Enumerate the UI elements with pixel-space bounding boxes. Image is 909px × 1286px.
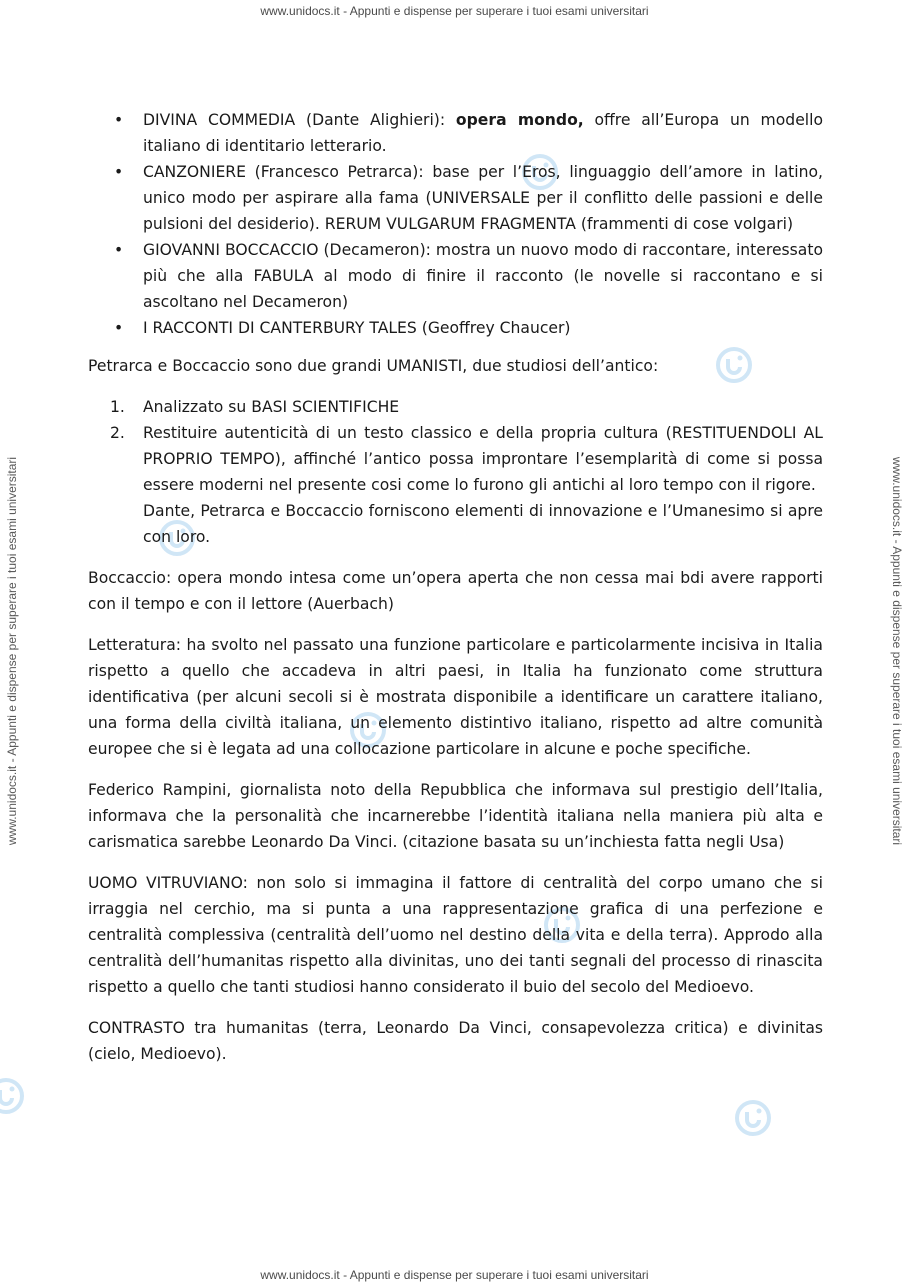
item-text: offre all’Europa un modello italiano di identitario letterario. [143,111,823,155]
list-number: 1. [110,398,125,416]
watermark-logo-icon [0,1076,26,1116]
list-item [88,420,823,550]
item-subtext: Dante, Petrarca e Boccaccio forniscono elementi di innovazione e l’Umanesimo si apre con loro. [143,502,823,546]
item-text: CANZONIERE (Francesco Petrarca): base per l’Eros, linguaggio dell’amore in latino, unico modo per aspirare alla fama (UNIVERSALE per il conflitto delle passioni e delle pulsioni del desiderio). RERUM VULGARUM FRAGMENTA (frammenti di cose volgari) [143,163,823,233]
bullet-icon: • [114,241,124,259]
list-number: 2. [110,424,125,442]
item-text: GIOVANNI BOCCACCIO (Decameron): mostra un nuovo modo di raccontare, interessato più che alla FABULA al modo di finire il racconto (le novelle si raccontano e si ascoltano nel Decameron) [143,241,823,311]
item-text: Analizzato su BASI SCIENTIFICHE [143,398,400,416]
paragraph: Boccaccio: opera mondo intesa come un’opera aperta che non cessa mai bdi avere rapporti con il tempo e con il lettore (Auerbach) [88,569,823,613]
list-item [88,315,823,341]
list-item [88,394,823,420]
page-header: www.unidocs.it - Appunti e dispense per superare i tuoi esami universitari [260,4,649,18]
paragraph: UOMO VITRUVIANO: non solo si immagina il fattore di centralità del corpo umano che si irraggia nel cerchio, ma si punta a una rappresentazione grafica di una perfezione e centralità complessiva (centralità dell’uomo nel destino della vita e della terra). Approdo alla centralità dell’humanitas rispetto alla divinitas, uno dei tanti segnali del processo di rinascita rispetto a quello che tanti studiosi hanno considerato il buio del secolo del Medioevo. [88,874,823,996]
bullet-icon: • [114,319,124,337]
side-watermark-left: www.unidocs.it - Appunti e dispense per superare i tuoi esami universitari [5,456,19,846]
paragraph: Federico Rampini, giornalista noto della Repubblica che informava sul prestigio dell’Italia, informava che la personalità che incarnerebbe l’identità italiana nella maniera più alta e carismatica sarebbe Leonardo Da Vinci. (citazione basata su un’inchiesta fatta negli Usa) [88,781,823,851]
watermark-logo-icon [733,1098,773,1138]
item-text: Restituire autenticità di un testo classico e della propria cultura (RESTITUENDOLI AL PROPRIO TEMPO), affinché l’antico possa improntare l’esemplarità di come si possa essere moderni nel presente cosi come lo furono gli antichi al loro tempo con il rigore. [143,424,823,494]
paragraph: Letteratura: ha svolto nel passato una funzione particolare e particolarmente incisiva in Italia rispetto a quello che accadeva in altri paesi, in Italia ha funzionato come struttura identificativa (per alcuni secoli si è mostrata disponibile a identificare un carattere italiano, una forma della civiltà italiana, un elemento distintivo italiano, rispetto ad altre comunità europee che si è legata ad una collocazione particolare in alcune e poche specifiche. [88,636,823,758]
bullet-icon: • [114,163,124,181]
paragraph-umanisti: Petrarca e Boccaccio sono due grandi UMANISTI, due studiosi dell’antico: [88,357,659,375]
list-item [88,107,823,159]
list-item [88,159,823,237]
bullet-icon: • [114,111,124,129]
list-item [88,237,823,315]
item-bold-text: opera mondo, [455,111,584,129]
document-body [88,107,823,1067]
side-watermark-right: www.unidocs.it - Appunti e dispense per superare i tuoi esami universitari [890,456,904,846]
page-footer: www.unidocs.it - Appunti e dispense per superare i tuoi esami universitari [260,1268,649,1282]
bullet-list [88,107,823,341]
item-text: I RACCONTI DI CANTERBURY TALES (Geoffrey Chaucer) [143,319,571,337]
numbered-list [88,394,823,550]
paragraph: CONTRASTO tra humanitas (terra, Leonardo Da Vinci, consapevolezza critica) e divinitas (cielo, Medioevo). [88,1019,823,1063]
item-text: DIVINA COMMEDIA (Dante Alighieri): [143,111,456,129]
